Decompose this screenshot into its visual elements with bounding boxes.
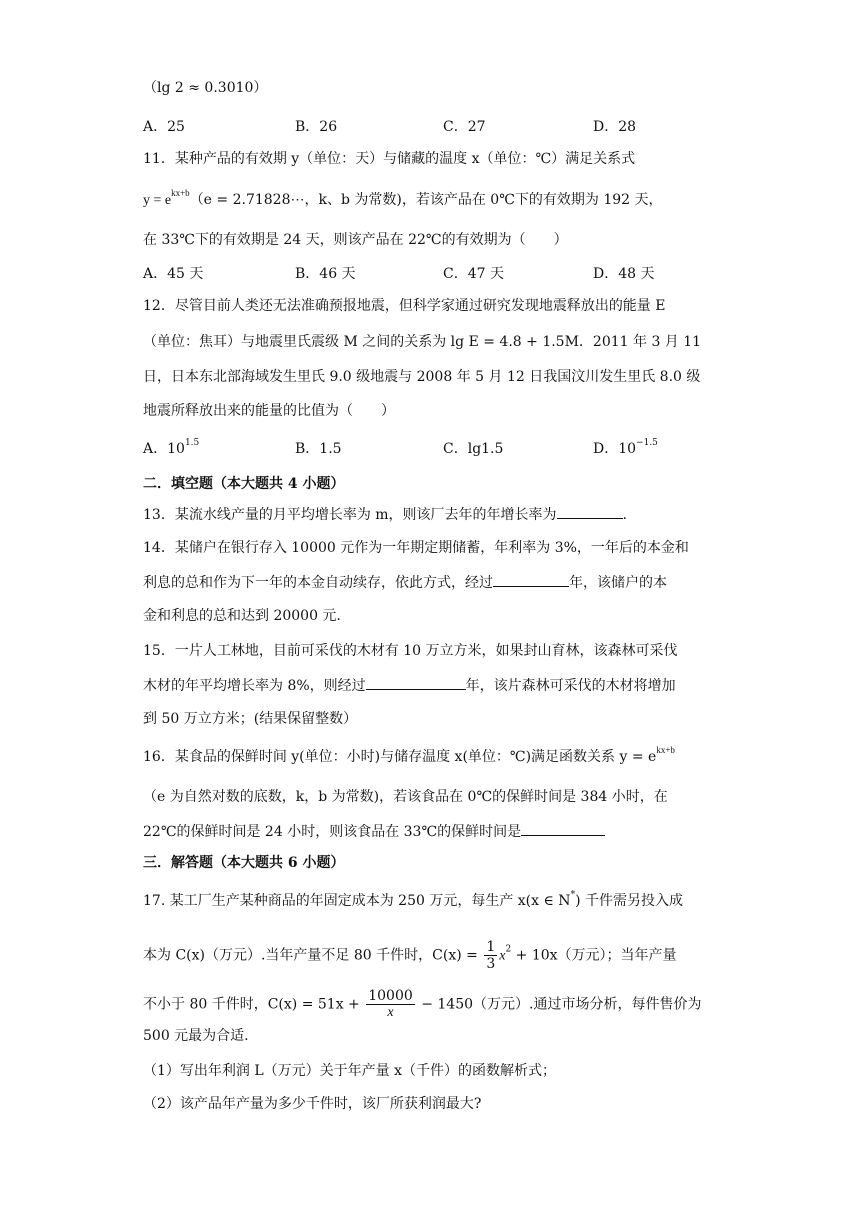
- q12-line-2: （单位：焦耳）与地震里氏震级 M 之间的关系为 lg E = 4.8 + 1.5M．2011 年 3 月 11: [143, 334, 702, 350]
- q11-option-b[interactable]: B．46 天: [295, 266, 356, 282]
- q14-line-3: 金和利息的总和达到 20000 元.: [143, 608, 341, 624]
- q12-line-1: 12．尽管目前人类还无法准确预报地震，但科学家通过研究发现地震释放出的能量 E: [143, 298, 666, 314]
- q15-line-3: 到 50 万立方米；(结果保留整数）: [143, 711, 358, 727]
- q17-line-2-a: 本为 C(x)（万元）.当年产量不足 80 千件时，C(x) =: [143, 947, 483, 964]
- q17-line-1: [143, 891, 683, 911]
- q16-line-1: [143, 747, 675, 767]
- q11-line-3: 在 33℃下的有效期是 24 天，则该产品在 22℃的有效期为（ ）: [143, 232, 568, 248]
- fraction-numerator: 1: [486, 939, 496, 955]
- q12-option-d-exp: −1.5: [636, 438, 658, 448]
- section-answer-heading: 三．解答题（本大题共 6 小题）: [143, 855, 345, 871]
- q16-line-3-text: 22℃的保鲜时间是 24 小时，则该食品在 33℃的保鲜时间是: [143, 824, 522, 840]
- q12-option-a[interactable]: [143, 439, 199, 459]
- q10-options: [143, 117, 703, 137]
- q17-line-1-sup: *: [570, 890, 576, 900]
- q16-answer-blank[interactable]: [521, 821, 605, 836]
- q15-answer-blank[interactable]: [366, 675, 466, 690]
- q12-line-4: 地震所释放出来的能量的比值为（ ）: [143, 403, 395, 419]
- log-approx-note: （lg 2 ≈ 0.3010）: [143, 80, 268, 96]
- q14-line-2: [143, 572, 667, 593]
- q11-line-2: [143, 190, 663, 211]
- q14-line-2-a: 利息的总和作为下一年的本金自动续存，依此方式，经过: [143, 575, 493, 591]
- q17-subquestion-2: （2）该产品年产量为多少千件时，该厂所获利润最大?: [143, 1096, 482, 1112]
- q14-line-1: 14．某储户在银行存入 10000 元作为一年期定期储蓄，年利率为 3%，一年后的本金和: [143, 540, 689, 556]
- q16-line-2: （e 为自然对数的底数，k，b 为常数)，若该食品在 0℃的保鲜时间是 384 小时，在: [143, 789, 668, 805]
- q16-line-1-text: 16．某食品的保鲜时间 y(单位：小时)与储存温度 x(单位：℃)满足函数关系 y = e: [143, 749, 657, 765]
- q16-formula-exp: kx+b: [656, 745, 675, 755]
- q15-line-2: [143, 675, 676, 696]
- q13-end: .: [622, 507, 627, 523]
- q11-line-1: 11．某种产品的有效期 y（单位：天）与储藏的温度 x（单位：℃）满足关系式: [143, 151, 636, 167]
- q12-option-d-base: D．10: [593, 441, 637, 457]
- q12-option-a-base: A．10: [143, 441, 185, 457]
- q12-option-c[interactable]: C．lg1.5: [443, 441, 504, 457]
- q15-line-2-a: 木材的年平均增长率为 8%，则经过: [143, 678, 366, 694]
- q11-option-a[interactable]: A．45 天: [143, 266, 204, 282]
- q17-line-3-b: − 1450（万元）.通过市场分析，每件售价为: [416, 996, 702, 1013]
- q13-text: 13．某流水线产量的月平均增长率为 m，则该厂去年的年增长率为: [143, 507, 557, 523]
- q14-line-2-b: 年，该储户的本: [569, 575, 667, 591]
- q12-option-b[interactable]: B．1.5: [295, 441, 342, 457]
- q12-option-d[interactable]: [593, 439, 658, 459]
- q17-line-2-sup: 2: [505, 944, 512, 955]
- q13: [143, 504, 627, 525]
- q15-line-1: 15．一片人工林地，目前可采伐的木材有 10 万立方米，如果封山育林，该森林可采伐: [143, 643, 678, 659]
- q11-options: [143, 264, 703, 284]
- q12-options: [143, 439, 703, 459]
- q10-option-b[interactable]: B．26: [295, 119, 338, 135]
- q17-line-1-b: ) 千件需另投入成: [575, 893, 683, 909]
- q11-line-2-text: （e = 2.71828⋯，k、b 为常数)，若该产品在 0℃下的有效期为 192 天，: [189, 192, 663, 208]
- q10-option-d[interactable]: D．28: [593, 119, 637, 135]
- q17-line-1-a: 17. 某工厂生产某种商品的年固定成本为 250 万元，每生产 x(x ∈ N: [143, 893, 571, 909]
- q17-fraction-10000-over-x: [366, 988, 415, 1021]
- q12-option-a-exp: 1.5: [184, 438, 200, 448]
- section-fill-in-heading: 二．填空题（本大题共 4 小题）: [143, 476, 345, 492]
- q13-answer-blank[interactable]: [557, 504, 623, 519]
- q10-option-a[interactable]: A．25: [143, 119, 185, 135]
- fraction-numerator: 10000: [368, 988, 413, 1004]
- q17-line-3: [143, 988, 701, 1021]
- q17-line-2: [143, 939, 677, 972]
- q17-line-3-a: 不小于 80 千件时，C(x) = 51x +: [143, 996, 365, 1013]
- q11-formula-exp: kx+b: [171, 188, 190, 198]
- q11-formula: y = e: [143, 193, 172, 208]
- q16-line-3: [143, 821, 605, 842]
- q17-subquestion-1: （1）写出年利润 L（万元）关于年产量 x（千件）的函数解析式；: [143, 1063, 556, 1079]
- q15-line-2-b: 年，该片森林可采伐的木材将增加: [465, 678, 676, 694]
- q14-answer-blank[interactable]: [493, 572, 569, 587]
- fraction-denominator: x: [387, 1005, 394, 1020]
- q11-option-d[interactable]: D．48 天: [593, 266, 655, 282]
- q17-line-2-x: x: [499, 948, 506, 964]
- q11-option-c[interactable]: C．47 天: [443, 266, 504, 282]
- q17-line-2-c: + 10x（万元）；当年产量: [511, 947, 677, 964]
- q17-fraction-one-third: [484, 939, 497, 972]
- q10-option-c[interactable]: C．27: [443, 119, 486, 135]
- q17-line-4: 500 元最为合适.: [143, 1028, 249, 1044]
- fraction-denominator: 3: [486, 956, 496, 972]
- q12-line-3: 日，日本东北部海域发生里氏 9.0 级地震与 2008 年 5 月 12 日我国汶川发生里氏 8.0 级: [143, 369, 701, 385]
